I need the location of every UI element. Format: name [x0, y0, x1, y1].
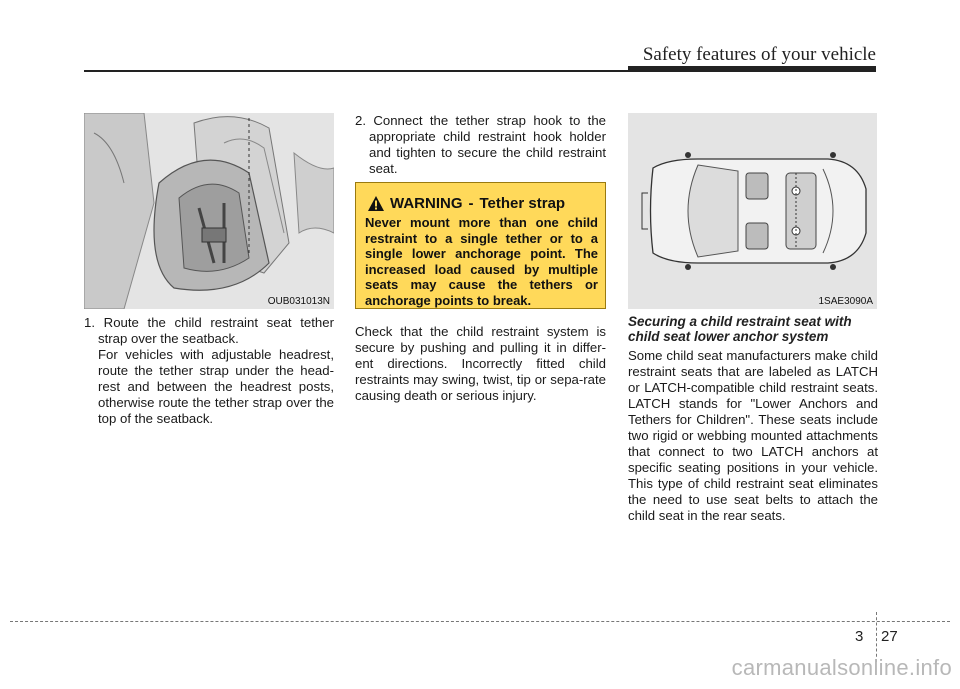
- latch-paragraph: Some child seat manufacturers make child restraint seats that are labeled as LATCH or LATCH-compatible child restraint seats. LATCH stands for "Lower Anchors and Tethers for Children". These seats include two rigid or webbing mounted attachments that connect to two LATCH anchors at specific seating positions in your vehicle. This type of child restraint seat eliminates the need to use seat belts to attach the child seat in the rear seats.: [628, 348, 878, 523]
- warning-box: [355, 182, 606, 309]
- warning-topic: Tether strap: [479, 195, 566, 212]
- latch-subheading: Securing a child restraint seat with child seat lower anchor system: [628, 314, 852, 344]
- step-1-lead: 1. Route the child restraint seat tether strap over the seatback.: [84, 315, 334, 346]
- warning-heading: [368, 195, 565, 212]
- column-1-text: [84, 315, 334, 427]
- warning-body: Never mount more than one child restraint to a single tether or to a single lower anchorage point. The increased load caused by multiple seats may cause the tethers or anchorage points to break.: [365, 215, 598, 308]
- step-2-text: [355, 113, 606, 177]
- warning-triangle-icon: [368, 196, 384, 211]
- step-2: 2. Connect the tether strap hook to the appropriate child restraint hook holder and tighten to secure the child restraint seat.: [355, 113, 606, 176]
- header-rule-accent: [628, 66, 876, 72]
- page-number: 27: [881, 628, 898, 645]
- check-text: [355, 324, 606, 404]
- warning-label: WARNING: [390, 195, 463, 212]
- latch-body: [628, 348, 878, 524]
- step-1-body: For vehicles with adjustable headrest, route the tether strap under the head-rest and between the headrest posts, otherwise route the tether strap over the top of the seatback.: [98, 347, 334, 426]
- child-seat-figure: [84, 113, 334, 309]
- section-title: Safety features of your vehicle: [642, 44, 876, 65]
- car-top-view-figure: [628, 113, 877, 309]
- figure-code: 1SAE3090A: [818, 296, 873, 307]
- watermark: carmanualsonline.info: [731, 655, 952, 680]
- footer-divider: [10, 621, 950, 622]
- check-paragraph: Check that the child restraint system is secure by pushing and pulling it in differ-ent directions. Incorrectly fitted child restraints may swing, twist, tip or sepa-rate causing death or serious injury.: [355, 324, 606, 403]
- warning-dash: -: [468, 195, 474, 212]
- chapter-number: 3: [855, 628, 864, 645]
- figure-code: OUB031013N: [267, 296, 330, 307]
